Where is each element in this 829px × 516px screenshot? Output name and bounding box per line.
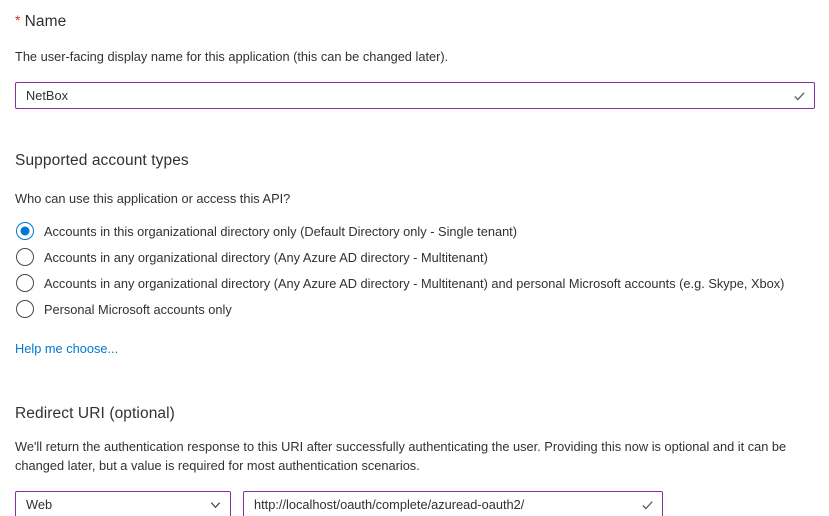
required-asterisk: * bbox=[15, 12, 21, 28]
platform-select[interactable] bbox=[15, 491, 231, 516]
radio-option-label: Accounts in this organizational directory only (Default Directory only - Single tenant) bbox=[44, 223, 517, 239]
radio-option-label: Accounts in any organizational directory (Any Azure AD directory - Multitenant) bbox=[44, 249, 488, 265]
radio-option-single-tenant[interactable] bbox=[15, 218, 815, 244]
radio-button-icon bbox=[16, 222, 34, 240]
radio-option-personal-only[interactable] bbox=[15, 296, 815, 322]
radio-option-label: Accounts in any organizational directory (Any Azure AD directory - Multitenant) and personal Microsoft accounts (e.g. Skype, Xbox) bbox=[44, 275, 785, 291]
radio-option-multitenant[interactable] bbox=[15, 244, 815, 270]
radio-button-icon bbox=[16, 300, 34, 318]
radio-option-label: Personal Microsoft accounts only bbox=[44, 301, 232, 317]
account-types-question: Who can use this application or access this API? bbox=[15, 191, 291, 206]
help-me-choose-link[interactable]: Help me choose... bbox=[15, 341, 119, 356]
chevron-down-icon bbox=[209, 498, 222, 511]
radio-button-icon bbox=[16, 274, 34, 292]
platform-select-value: Web bbox=[26, 497, 53, 512]
redirect-uri-row bbox=[15, 491, 815, 516]
name-description: The user-facing display name for this application (this can be changed later). bbox=[15, 49, 449, 64]
name-input-container bbox=[15, 82, 815, 109]
name-section-title-text: Name bbox=[24, 13, 67, 30]
account-types-section-title: Supported account types bbox=[15, 152, 189, 169]
redirect-uri-input[interactable] bbox=[244, 492, 662, 516]
name-section-title bbox=[15, 12, 815, 31]
redirect-uri-description: We'll return the authentication response to this URI after successfully authenticating the user. Providing this now is optional and it can be changed later, but a value is required for most authentication scenarios. bbox=[15, 439, 787, 473]
redirect-uri-section-title: Redirect URI (optional) bbox=[15, 405, 175, 422]
radio-option-multitenant-personal[interactable] bbox=[15, 270, 815, 296]
radio-button-icon bbox=[16, 248, 34, 266]
account-types-radio-group bbox=[15, 218, 815, 322]
redirect-uri-input-container bbox=[243, 491, 663, 516]
name-input[interactable] bbox=[16, 83, 814, 108]
